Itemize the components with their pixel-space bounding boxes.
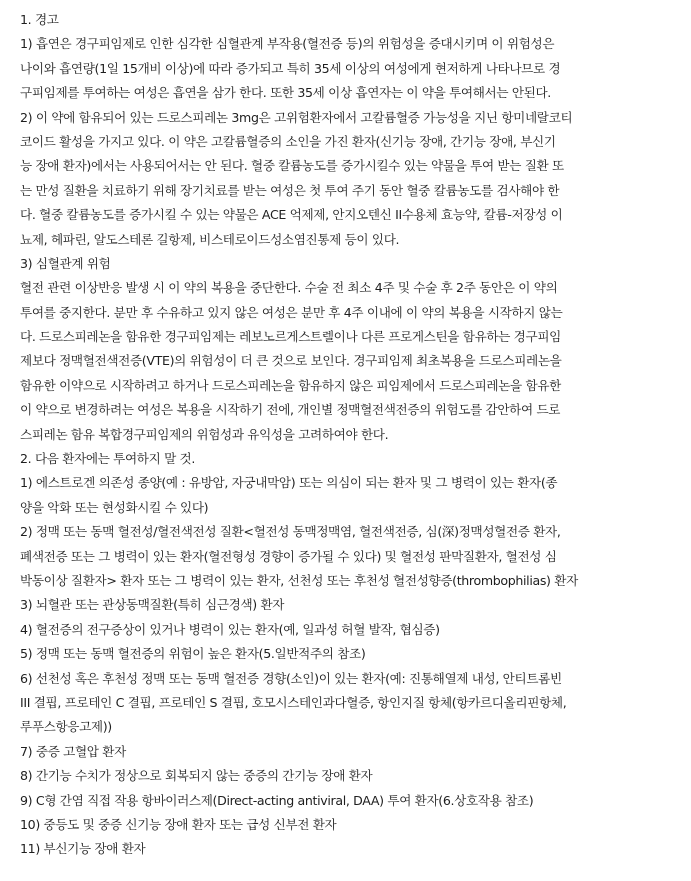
text-line: 1) 에스트로겐 의존성 종양(예 : 유방암, 자궁내막암) 또는 의심이 되는 환자 및 그 병력이 있는 환자(종 <box>20 475 558 491</box>
text-line: 이 약으로 변경하려는 여성은 복용을 시작하기 전에, 개인별 정맥혈전색전증의 위험도를 감안하여 드로 <box>20 402 561 418</box>
text-line: 양을 악화 또는 현성화시킬 수 있다) <box>20 499 209 515</box>
text-line: 6) 선천성 혹은 후천성 정맥 또는 동맥 혈전증 경향(소인)이 있는 환자(예: 진통해열제 내성, 안티트롬빈 <box>20 670 562 686</box>
text-line: 혈전 관련 이상반응 발생 시 이 약의 복용을 중단한다. 수술 전 최소 4주 및 수술 후 2주 동안은 이 약의 <box>20 280 558 296</box>
text-line: 7) 중증 고혈압 환자 <box>20 743 126 759</box>
text-line: III 결핍, 프로테인 C 결핍, 프로테인 S 결핍, 호모시스테인과다혈증, 항인지질 항체(항카르디올리핀항체, <box>20 694 567 710</box>
text-line: 나이와 흡연량(1일 15개비 이상)에 따라 증가되고 특히 35세 이상의 여성에게 현저하게 나타나므로 경 <box>20 60 561 76</box>
text-line: 루푸스항응고제)) <box>20 719 112 735</box>
text-line: 5) 정맥 또는 동맥 혈전증의 위험이 높은 환자(5.일반적주의 참조) <box>20 646 366 662</box>
text-line: 폐색전증 또는 그 병력이 있는 환자(혈전형성 경향이 증가될 수 있다) 및 혈전성 판막질환자, 혈전성 심 <box>20 548 557 564</box>
text-line: 4) 혈전증의 전구증상이 있거나 병력이 있는 환자(예, 일과성 허혈 발작, 협심증) <box>20 621 440 637</box>
text-line: 코이드 활성을 가지고 있다. 이 약은 고칼륨혈증의 소인을 가진 환자(신기능 장애, 간기능 장애, 부신기 <box>20 133 556 149</box>
section-heading: 1. 경고 <box>20 12 59 27</box>
subsection-heading: 3) 심혈관계 위험 <box>20 255 111 271</box>
text-line: 는 만성 질환을 치료하기 위해 장기치료를 받는 여성은 첫 투여 주기 동안 혈중 칼륨농도를 검사해야 한 <box>20 182 560 198</box>
section-heading: 2. 다음 환자에는 투여하지 말 것. <box>20 451 196 467</box>
text-line: 8) 간기능 수치가 정상으로 회복되지 않는 중증의 간기능 장애 환자 <box>20 768 373 784</box>
text-line: 다. 혈중 칼륨농도를 증가시킬 수 있는 약물은 ACE 억제제, 안지오텐신 II수용체 효능약, 칼륨-저장성 이 <box>20 207 563 223</box>
text-line: 제보다 정맥혈전색전증(VTE)의 위험성이 더 큰 것으로 보인다. 경구피임제 최초복용을 드로스피레논을 <box>20 353 562 369</box>
text-line: 뇨제, 헤파린, 알도스테론 길항제, 비스테로이드성소염진통제 등이 있다. <box>20 231 400 247</box>
text-line: 2) 이 약에 함유되어 있는 드로스피레논 3mg은 고위험환자에서 고칼륨혈증 가능성을 지닌 항미네랄코티 <box>20 109 573 125</box>
text-line: 박동이상 질환자> 환자 또는 그 병력이 있는 환자, 선천성 또는 후천성 혈전성향증(thrombophilias) 환자 <box>20 572 578 588</box>
text-line: 1) 흡연은 경구피임제로 인한 심각한 심혈관계 부작용(혈전증 등)의 위험성을 증대시키며 이 위험성은 <box>20 36 555 52</box>
text-line: 9) C형 간염 직접 작용 항바이러스제(Direct-acting antiviral, DAA) 투여 환자(6.상호작용 참조) <box>20 792 534 808</box>
text-line: 스피레논 함유 복합경구피임제의 위험성과 유익성을 고려하여야 한다. <box>20 426 389 442</box>
text-line: 10) 중등도 및 중증 신기능 장애 환자 또는 급성 신부전 환자 <box>20 816 337 832</box>
text-line: 2) 정맥 또는 동맥 혈전성/혈전색전성 질환<혈전성 동맥정맥염, 혈전색전증, 심(深)정맥성혈전증 환자, <box>20 524 561 540</box>
text-line: 구피임제를 투여하는 여성은 흡연을 삼가 한다. 또한 35세 이상 흡연자는 이 약을 투여해서는 안된다. <box>20 85 551 101</box>
text-line: 다. 드로스피레논을 함유한 경구피임제는 레보노르게스트렐이나 다른 프로게스틴을 함유하는 경구피임 <box>20 329 561 345</box>
text-line: 투여를 중지한다. 분만 후 수유하고 있지 않은 여성은 분만 후 4주 이내에 이 약의 복용을 시작하지 않는 <box>20 304 563 320</box>
text-line: 능 장애 환자)에서는 사용되어서는 안 된다. 혈중 칼륨농도를 증가시킬수 있는 약물을 투여 받는 질환 또 <box>20 158 564 174</box>
text-line: 11) 부신기능 장애 환자 <box>20 841 146 857</box>
text-line: 함유한 이약으로 시작하려고 하거나 드로스피레논을 함유하지 않은 피임제에서 드로스피레논을 함유한 <box>20 377 561 393</box>
text-line: 3) 뇌혈관 또는 관상동맥질환(특히 심근경색) 환자 <box>20 597 285 613</box>
